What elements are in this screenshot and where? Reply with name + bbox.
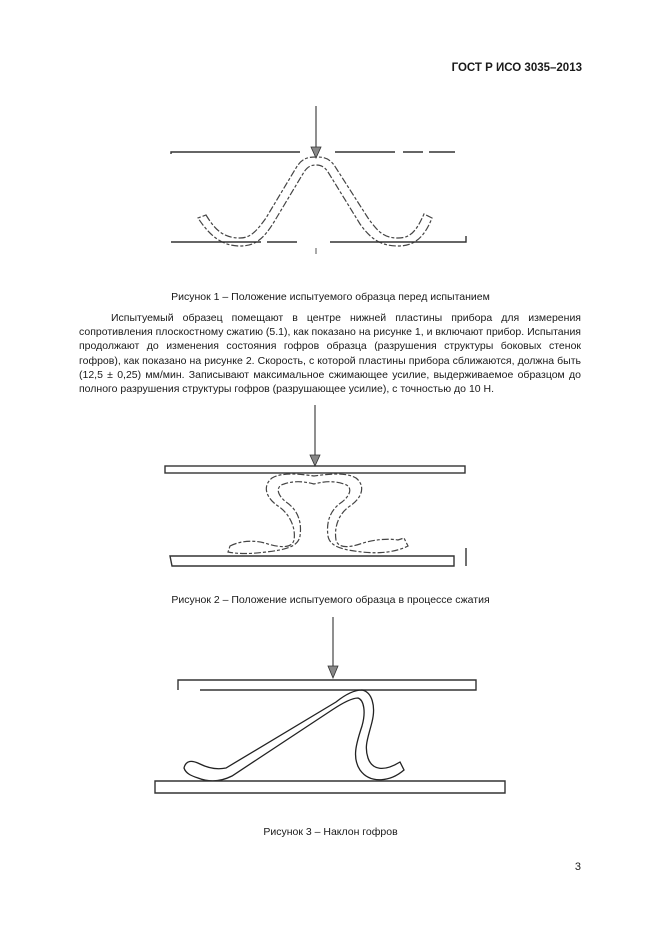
upper-plate	[178, 680, 476, 690]
upper-plate	[165, 466, 465, 473]
figure-3-caption: Рисунок 3 – Наклон гофров	[263, 826, 398, 838]
test-procedure-paragraph	[79, 311, 581, 396]
figure-1-caption: Рисунок 1 – Положение испытуемого образца перед испытанием	[171, 291, 490, 303]
figure-3-diagram	[0, 612, 661, 802]
page-number: 3	[574, 861, 581, 873]
figure-1-diagram	[0, 100, 661, 270]
document-standard-header: ГОСТ Р ИСО 3035–2013	[451, 62, 582, 74]
corrugated-flute-sample	[198, 157, 432, 246]
force-arrow	[310, 405, 320, 466]
paragraph-text: Испытуемый образец помещают в центре нижней пластины прибора для измерения сопротивления плоскостному сжатию (5.1), как показано на рисунке 1, и включают прибор. Испытания продолжают до изменения состояния гофров образца (разрушения структуры боковых стенок гофров), как показано на рисунке 2. Скорость, с которой пластины прибора сближаются, должна быть (12,5 ± 0,25) мм/мин. Записывают максимальное сжимающее усилие, выдерживаемое образцом до полного разрушения структуры гофров (разрушающее усилие), с точностью до 10 Н.	[79, 312, 581, 396]
tilted-flute-sample	[184, 690, 404, 781]
force-arrow	[328, 617, 338, 678]
force-arrow	[311, 106, 321, 158]
figure-2-diagram	[0, 400, 661, 580]
lower-plate	[170, 548, 466, 566]
figure-2-caption: Рисунок 2 – Положение испытуемого образца в процессе сжатия	[171, 594, 490, 606]
compressed-flute-sample	[228, 474, 408, 554]
lower-plate	[171, 236, 466, 254]
lower-plate	[155, 781, 505, 793]
